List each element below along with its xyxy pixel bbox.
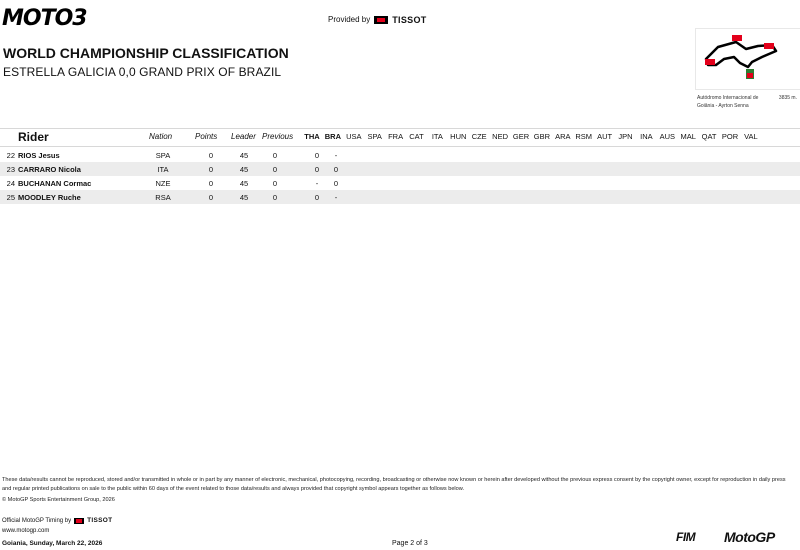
race-col-fra: FRA [388, 132, 404, 141]
col-previous: Previous [262, 132, 294, 141]
position: 25 [6, 193, 15, 202]
gap-to-previous: 0 [272, 165, 278, 174]
race-result-tha: 0 [314, 193, 320, 202]
col-points: Points [195, 132, 218, 141]
table-row [0, 176, 800, 190]
website-link[interactable]: www.motogp.com [2, 528, 50, 534]
circuit-length: 3835 m. [778, 95, 797, 101]
rider-nation: ITA [157, 165, 169, 174]
sector-marker-t5 [705, 59, 715, 65]
circuit-map-icon [696, 29, 800, 89]
race-result-bra: 0 [333, 165, 339, 174]
motogp-logo: MotoGP [724, 529, 775, 545]
race-col-rsm: RSM [575, 132, 593, 141]
location-date: Goiania, Sunday, March 22, 2026 [2, 540, 103, 547]
rider-points: 0 [208, 165, 214, 174]
race-col-qat: QAT [701, 132, 717, 141]
position: 23 [6, 165, 15, 174]
race-col-jpn: JPN [618, 132, 633, 141]
gap-to-previous: 0 [272, 193, 278, 202]
pit-marker [747, 73, 753, 78]
official-timing [2, 517, 112, 525]
col-leader: Leader [231, 132, 256, 141]
tissot-logo-icon [374, 16, 388, 24]
race-col-ita: ITA [431, 132, 443, 141]
tissot-logo-icon [74, 518, 84, 524]
circuit-city: Goiânia - Ayrton Senna [697, 103, 749, 109]
race-col-ned: NED [492, 132, 509, 141]
race-result-bra: 0 [333, 179, 339, 188]
rider-name: BUCHANAN Cormac [18, 179, 92, 188]
race-col-aut: AUT [597, 132, 613, 141]
race-col-val: VAL [744, 132, 758, 141]
page-title: WORLD CHAMPIONSHIP CLASSIFICATION [3, 45, 289, 61]
race-col-ger: GER [512, 132, 530, 141]
gap-to-leader: 45 [239, 165, 249, 174]
table-row [0, 162, 800, 176]
race-col-cat: CAT [409, 132, 424, 141]
position: 24 [6, 179, 15, 188]
race-col-tha: THA [304, 132, 320, 141]
col-nation: Nation [149, 132, 173, 141]
race-col-bra: BRA [324, 132, 342, 141]
fim-logo: FIM [676, 530, 696, 544]
copyright-disclaimer: These data/results cannot be reproduced, stored and/or transmitted in whole or in part by any manner of electronic, mechanical, photocopying, recording, broadcasting or otherwise now known or herein after developed without the previous express consent by the copyright owner, except for reproduction in daily press and regular printed publications on sale to the public within 60 days of the event related to those data/results and always provided that copyright symbol appears together as follows below. [2, 477, 786, 492]
race-col-ina: INA [640, 132, 653, 141]
table-row [0, 190, 800, 204]
rider-nation: NZE [155, 179, 171, 188]
sector-marker-t3 [764, 43, 774, 49]
rider-points: 0 [208, 151, 214, 160]
col-rider: Rider [18, 130, 49, 144]
race-col-aus: AUS [659, 132, 675, 141]
position: 22 [6, 151, 15, 160]
race-result-tha: - [315, 179, 319, 188]
event-subtitle: ESTRELLA GALICIA 0,0 GRAND PRIX OF BRAZIL [3, 65, 282, 79]
race-col-ara: ARA [555, 132, 571, 141]
rider-points: 0 [208, 193, 214, 202]
provided-by [328, 15, 427, 25]
race-col-usa: USA [346, 132, 362, 141]
race-col-por: POR [721, 132, 739, 141]
copyright-notice: © MotoGP Sports Entertainment Group, 2026 [2, 497, 115, 503]
rider-nation: RSA [155, 193, 171, 202]
race-result-tha: 0 [314, 165, 320, 174]
tissot-wordmark: TISSOT [87, 517, 113, 524]
gap-to-previous: 0 [272, 151, 278, 160]
gap-to-leader: 45 [239, 151, 249, 160]
race-result-bra: - [334, 151, 338, 160]
page-number: Page 2 of 3 [392, 540, 428, 547]
official-timing-label: Official MotoGP Timing by [2, 518, 72, 524]
rider-nation: SPA [155, 151, 171, 160]
race-col-mal: MAL [680, 132, 696, 141]
race-col-gbr: GBR [533, 132, 551, 141]
circuit-name: Autódromo Internacional de [697, 95, 759, 101]
race-col-spa: SPA [367, 132, 382, 141]
provided-by-label: Provided by [328, 15, 371, 24]
race-col-hun: HUN [450, 132, 467, 141]
moto3-logo: MOTO3 [2, 6, 87, 31]
race-col-cze: CZE [471, 132, 487, 141]
gap-to-leader: 45 [239, 193, 249, 202]
table-row [0, 148, 800, 162]
rider-name: MOODLEY Ruche [18, 193, 81, 202]
track-map [695, 28, 800, 90]
circuit-info [697, 94, 799, 110]
race-result-bra: - [334, 193, 338, 202]
rider-name: CARRARO Nicola [18, 165, 81, 174]
gap-to-previous: 0 [272, 179, 278, 188]
table-header [0, 128, 800, 147]
tissot-wordmark: TISSOT [392, 15, 427, 25]
sector-marker-t1 [732, 35, 742, 41]
rider-name: RIOS Jesus [18, 151, 60, 160]
gap-to-leader: 45 [239, 179, 249, 188]
race-result-tha: 0 [314, 151, 320, 160]
rider-points: 0 [208, 179, 214, 188]
